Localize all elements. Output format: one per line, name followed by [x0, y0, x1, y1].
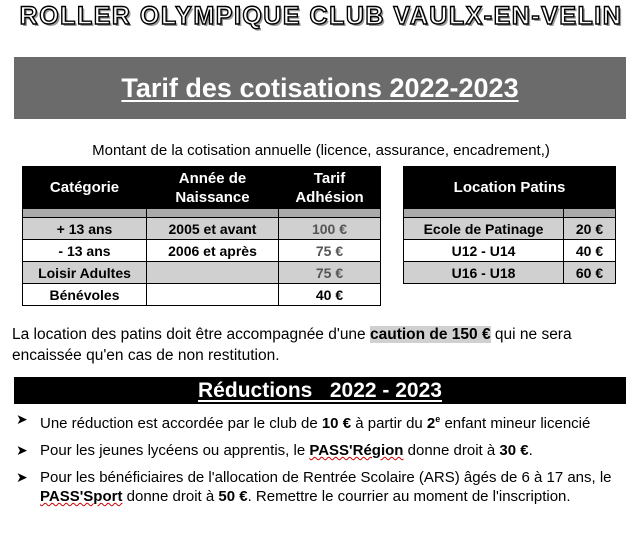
- table-row: [23, 284, 381, 306]
- caution-paragraph: [12, 324, 628, 366]
- arrow-bullet-icon: ➤: [16, 411, 28, 427]
- reductions-list: [14, 410, 630, 514]
- location-table: [403, 166, 616, 284]
- item-sup: e: [435, 414, 441, 424]
- cell-naissance: [147, 284, 279, 306]
- caution-text-after: qui ne sera encaissée qu'en cas de non restitution.: [12, 326, 572, 364]
- table-row: [404, 240, 616, 262]
- item-text: enfant mineur licencié: [440, 415, 591, 432]
- cell-location-label: U16 - U18: [404, 262, 564, 284]
- cell-naissance: 2005 et avant: [147, 218, 279, 240]
- cell-location-prix: 40 €: [564, 240, 616, 262]
- banner-title: Tarif des cotisations 2022-2023: [121, 72, 519, 103]
- item-bold: 30 €: [499, 442, 529, 459]
- cell-naissance: [147, 262, 279, 284]
- item-text: Pour les jeunes lycéens ou apprentis, le: [40, 442, 310, 459]
- arrow-bullet-icon: ➤: [16, 442, 28, 458]
- item-bold: 50 €: [218, 488, 248, 505]
- list-item: [14, 468, 630, 506]
- item-text: Une réduction est accordée par le club de: [40, 415, 322, 432]
- cell-categorie: Bénévoles: [23, 284, 147, 306]
- header-naissance: Année de Naissance: [147, 167, 279, 209]
- title-banner: [14, 57, 626, 119]
- item-bold: 2: [426, 415, 436, 432]
- item-text: .: [528, 442, 533, 459]
- reductions-title: Réductions 2022 - 2023: [198, 378, 442, 402]
- item-bold: PASS'Région: [309, 442, 404, 459]
- cell-tarif: 75 €: [279, 262, 381, 284]
- arrow-bullet-icon: ➤: [16, 469, 28, 485]
- header-categorie: Catégorie: [23, 167, 147, 209]
- cell-location-label: U12 - U14: [404, 240, 564, 262]
- caution-amount: caution de 150 €: [369, 326, 491, 343]
- cell-tarif: 75 €: [279, 240, 381, 262]
- item-text: donne droit à: [122, 488, 219, 505]
- table-row: [23, 240, 381, 262]
- cell-categorie: Loisir Adultes: [23, 262, 147, 284]
- intro-text: Montant de la cotisation annuelle (licence, assurance, encadrement,): [92, 142, 550, 159]
- cell-location-prix: 20 €: [564, 218, 616, 240]
- cell-tarif: 100 €: [279, 218, 381, 240]
- club-title: ROLLER OLYMPIQUE CLUB VAULX-EN-VELIN: [19, 2, 623, 30]
- item-bold: 10 €: [321, 415, 352, 432]
- table-row: [404, 262, 616, 284]
- list-item: [14, 410, 630, 433]
- cell-location-prix: 60 €: [564, 262, 616, 284]
- header-location: [404, 167, 616, 209]
- item-bold: PASS'Sport: [40, 488, 123, 505]
- cell-categorie: - 13 ans: [23, 240, 147, 262]
- item-text: Pour les bénéficiaires de l'allocation de Rentrée Scolaire (ARS) âgés de 6 à 17 ans, le: [40, 469, 612, 486]
- list-item: [14, 441, 630, 460]
- item-text: donne droit à: [403, 442, 500, 459]
- item-text: . Remettre le courrier au moment de l'inscription.: [247, 488, 571, 505]
- table-row: [23, 262, 381, 284]
- reductions-banner: [14, 377, 626, 404]
- item-text: à partir du: [351, 415, 427, 432]
- cell-naissance: 2006 et après: [147, 240, 279, 262]
- table-row: [23, 218, 381, 240]
- cell-tarif: 40 €: [279, 284, 381, 306]
- tarifs-table: [22, 166, 381, 306]
- table-row: [404, 218, 616, 240]
- header-location-label: Location Patins: [453, 179, 566, 196]
- cell-location-label: Ecole de Patinage: [404, 218, 564, 240]
- cell-categorie: + 13 ans: [23, 218, 147, 240]
- caution-text-before: La location des patins doit être accompagnée d'une: [12, 326, 370, 343]
- header-tarif: Tarif Adhésion: [279, 167, 381, 209]
